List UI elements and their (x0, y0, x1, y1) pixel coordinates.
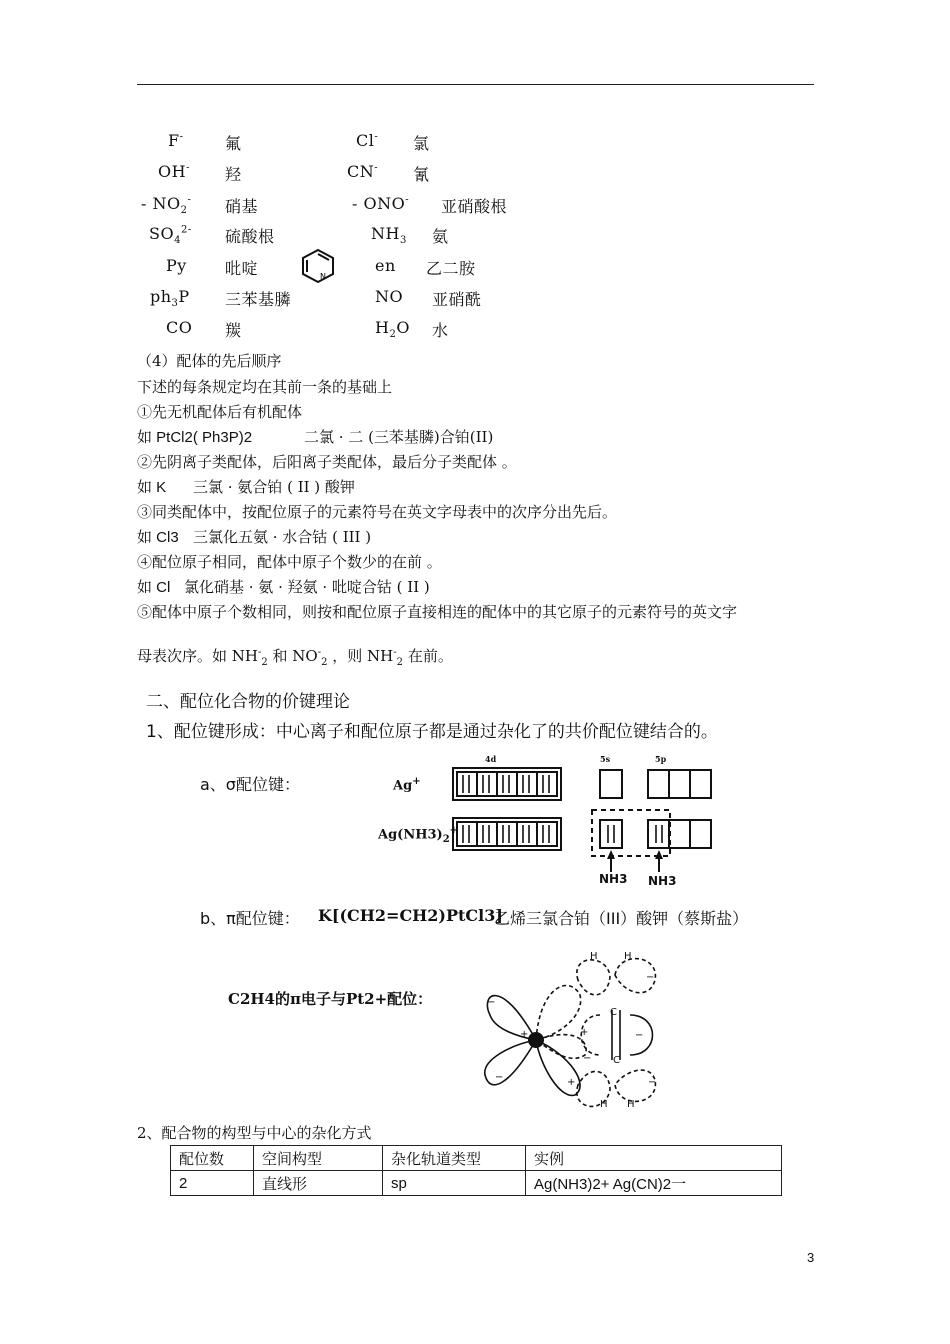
example-4a: 如 Cl (137, 579, 171, 596)
ligand-name: 水 (432, 321, 449, 340)
ligand-formula: - $NO_2^-$ (141, 194, 192, 217)
svg-text:H: H (627, 1099, 635, 1110)
example-2b: 三氯 · 氨合铂 ( II ) 酸钾 (193, 478, 355, 496)
ligand-name: 亚硝酰 (432, 290, 482, 309)
ligand-name: 氟 (225, 134, 242, 153)
sigma-label: a、σ配位键： (200, 775, 300, 794)
table-cell: 2 (171, 1171, 254, 1196)
ligand-name: 亚硝酸根 (441, 197, 508, 216)
orbital-4d-label: 4d (485, 754, 497, 764)
table-header-cell: 杂化轨道类型 (383, 1146, 526, 1171)
svg-text:−: − (635, 1030, 644, 1041)
ligand-name: 乙二胺 (426, 259, 476, 278)
ligand-formula: - ONO- (352, 194, 410, 213)
ag-complex-label: $Ag(NH3)_2^+$ (378, 825, 459, 845)
table-cell: sp (383, 1171, 526, 1196)
svg-text:C: C (613, 1055, 620, 1066)
nh3-label-a: NH3 (599, 872, 628, 886)
zeise-name: 乙烯三氯合铂（III）酸钾（蔡斯盐） (494, 909, 749, 928)
orbital-5s-label: 5s (600, 754, 611, 764)
svg-text:H: H (624, 951, 632, 962)
hybridization-table (170, 1145, 782, 1196)
section4-title: （4）配体的先后顺序 (137, 352, 282, 370)
ligand-name: 硝基 (225, 197, 259, 216)
rule-4: ④配位原子相同，配体中原子个数少的在前 。 (137, 553, 442, 571)
example-1b: 二氯 · 二 (三苯基膦)合铂(II) (304, 428, 494, 446)
table-row (171, 1171, 782, 1196)
section2-title: 二、配位化合物的价键理论 (146, 692, 350, 712)
table-cell: 直线形 (254, 1171, 383, 1196)
ligand-formula: OH- (158, 162, 190, 181)
ligand-formula: $SO_4^{2-}$ (149, 224, 192, 247)
ligand-formula: Py (166, 256, 187, 275)
svg-text:H: H (590, 951, 598, 962)
example-2a: 如 K (137, 479, 167, 496)
ligand-name: 氨 (432, 227, 449, 246)
ligand-formula: F- (168, 131, 184, 150)
rule-1: ①先无机配体后有机配体 (137, 403, 303, 421)
pyridine-ring-icon (298, 247, 338, 285)
ligand-name: 氯 (413, 134, 430, 153)
ligand-name: 硫酸根 (225, 227, 275, 246)
svg-text:−: − (487, 997, 496, 1008)
ag-ion-label: Ag+ (393, 776, 421, 794)
svg-text:−: − (648, 1077, 657, 1088)
c2h4-label: C2H4的π电子与Pt2+配位： (228, 990, 433, 1008)
ligand-name: 羰 (225, 321, 242, 340)
rule-3: ③同类配体中，按配位原子的元素符号在英文字母表中的次序分出先后。 (137, 503, 618, 521)
svg-text:N: N (320, 272, 326, 281)
svg-text:+: + (520, 1029, 529, 1040)
orbital-5p-label: 5p (655, 754, 667, 764)
rule-2: ②先阴离子类配体，后阳离子类配体，最后分子类配体 。 (137, 453, 517, 471)
table-header-cell: 配位数 (171, 1146, 254, 1171)
svg-text:−: − (646, 972, 655, 983)
rule-5: ⑤配体中原子个数相同，则按和配位原子直接相连的配体中的其它原子的元素符号的英文字 (137, 603, 738, 621)
svg-text:H: H (600, 1099, 608, 1110)
rule-5-continued: 母表次序。如 $NH^-_2$ 和 $NO^-_2$ ，则 $NH^-_2$ 在前。 (137, 647, 453, 668)
ligand-name: 氰 (413, 165, 430, 184)
svg-text:−: − (583, 1053, 592, 1064)
table-header-cell: 空间构型 (254, 1146, 383, 1171)
section2-point1: 1、配位键形成：中心离子和配位原子都是通过杂化了的共价配位键结合的。 (146, 722, 718, 742)
ligand-formula: CN- (347, 162, 379, 181)
pi-label: b、π配位键： (200, 909, 300, 928)
svg-text:+: + (567, 1077, 576, 1088)
svg-text:+: + (580, 1027, 589, 1038)
geometry-section-title: 2、配合物的构型与中心的杂化方式 (137, 1124, 372, 1142)
table-cell: Ag(NH3)2+ Ag(CN)2一 (526, 1171, 782, 1196)
svg-text:−: − (495, 1072, 504, 1083)
ligand-name: 吡啶 (225, 259, 259, 278)
ligand-formula: CO (166, 318, 193, 337)
ligand-formula: en (375, 256, 396, 275)
ligand-formula: $H_2O$ (375, 318, 410, 341)
header-rule (137, 84, 814, 85)
example-3b: 三氯化五氨 · 水合钴 ( III ) (193, 528, 372, 546)
ligand-formula: $NH_3$ (371, 224, 407, 247)
table-header-row (171, 1146, 782, 1171)
svg-text:C: C (610, 1007, 617, 1018)
page-number: 3 (807, 1250, 815, 1265)
nh3-label-b: NH3 (648, 874, 677, 888)
pi-bond-orbital-diagram (470, 945, 680, 1115)
example-1a: 如 PtCl2( Ph3P)2 (137, 429, 253, 446)
section4-intro: 下述的每条规定均在其前一条的基础上 (137, 378, 393, 396)
ligand-formula: $ph_3P$ (150, 287, 190, 310)
ligand-name: 三苯基膦 (225, 290, 292, 309)
ligand-formula: NO (375, 287, 404, 306)
ligand-formula: Cl- (356, 131, 379, 150)
zeise-formula: K[(CH2=CH2)PtCl3] (318, 906, 503, 925)
example-3a: 如 Cl3 (137, 529, 179, 546)
example-4b: 氯化硝基 · 氨 · 羟氨 · 吡啶合钴 ( II ) (184, 578, 430, 596)
orbital-diagram (440, 760, 730, 890)
ligand-name: 羟 (225, 165, 242, 184)
table-header-cell: 实例 (526, 1146, 782, 1171)
